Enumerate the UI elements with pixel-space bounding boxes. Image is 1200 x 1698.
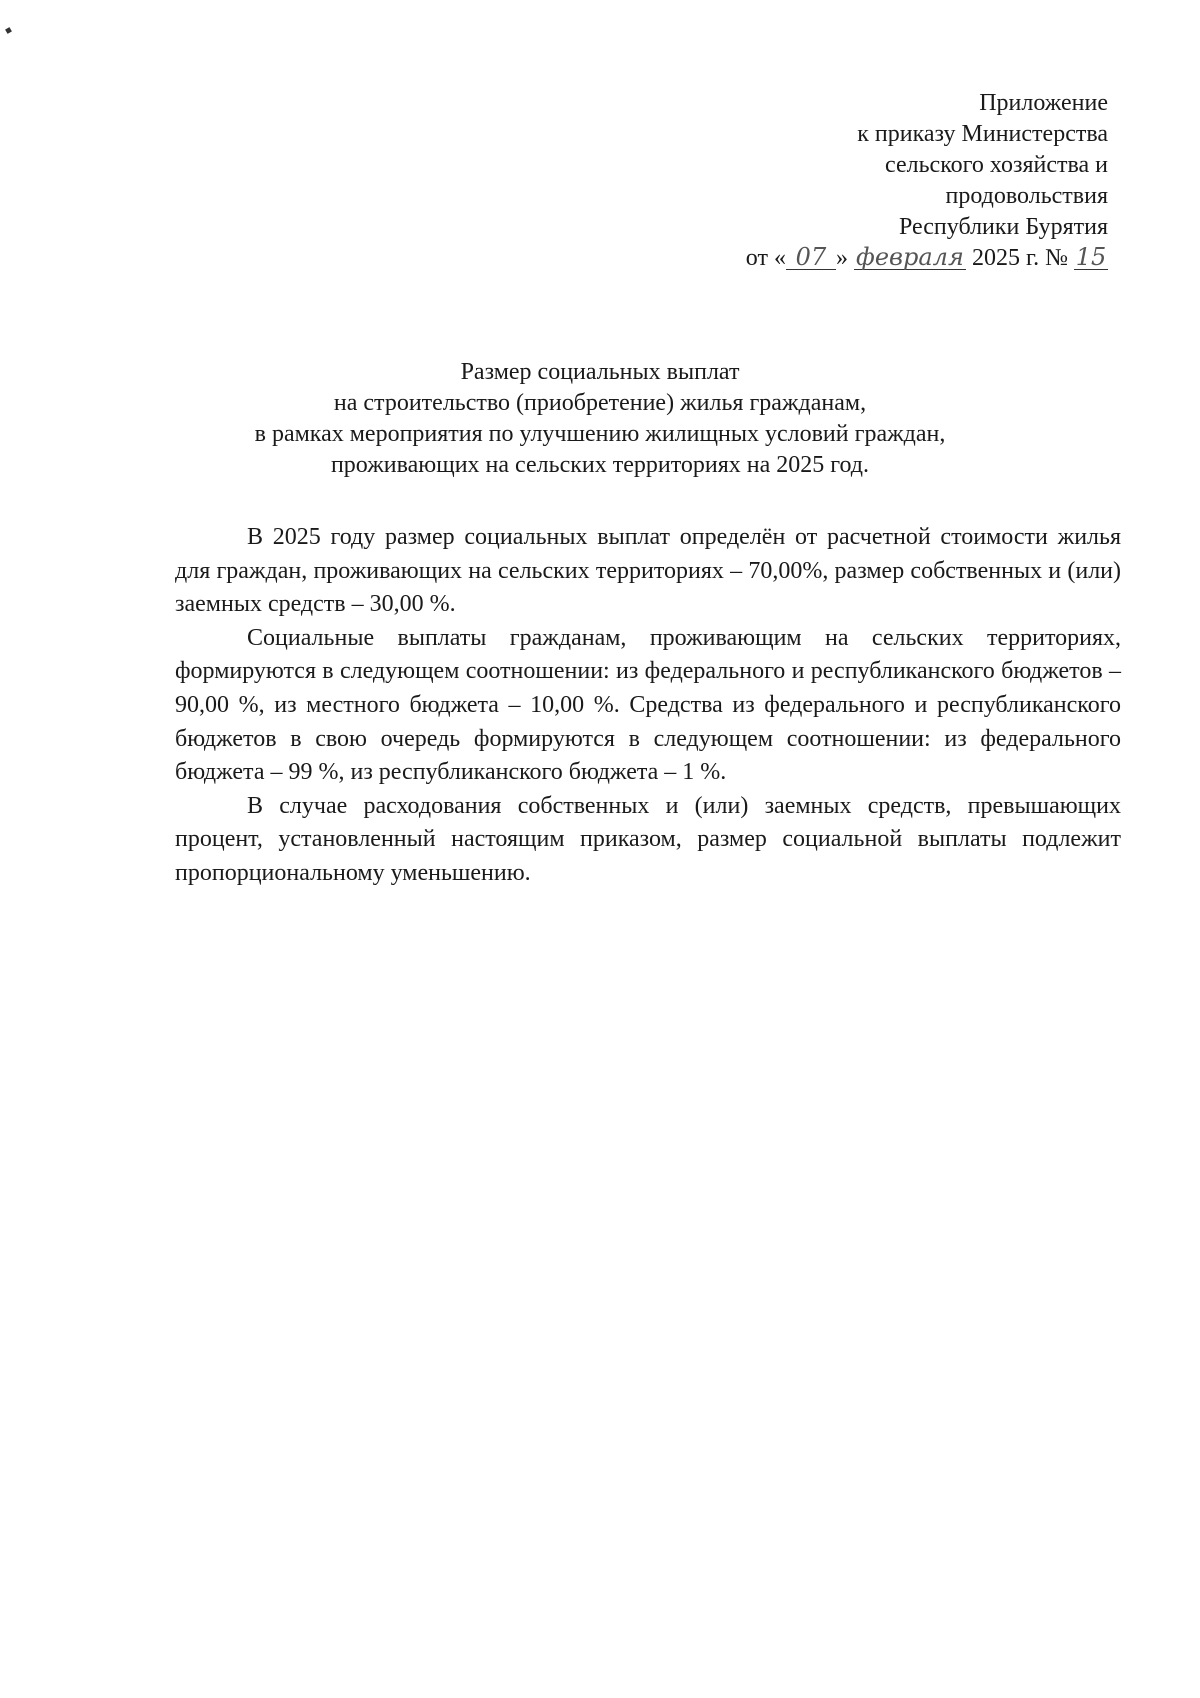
approval-line-3: сельского хозяйства и xyxy=(885,152,1108,178)
title-line-1: Размер социальных выплат xyxy=(460,359,740,385)
scan-speck xyxy=(5,27,12,34)
handwritten-month: февраля xyxy=(854,245,966,270)
handwritten-day: 07 xyxy=(786,245,836,270)
approval-line-1: Приложение xyxy=(979,90,1108,116)
title-line-2: на строительство (приобретение) жилья гражданам, xyxy=(333,390,867,416)
title-line-4: проживающих на сельских территориях на 2025 год. xyxy=(330,452,870,478)
date-prefix: от « xyxy=(745,245,786,271)
handwritten-order-number: 15 xyxy=(1075,243,1107,271)
document-title xyxy=(160,357,1040,481)
paragraph-1: В 2025 году размер социальных выплат определён от расчетной стоимости жилья для граждан, проживающих на сельских территориях – 70,00%, размер собственных и (или) заемных средств – 30,00 %. xyxy=(175,524,1121,618)
document-body xyxy=(175,521,1121,891)
approval-line-5: Республики Бурятия xyxy=(899,214,1108,240)
approval-line-4: продовольствия xyxy=(945,183,1108,209)
paragraph-3: В случае расходования собственных и (или) заемных средств, превышающих процент, установленный настоящим приказом, размер социальной выплаты подлежит пропорциональному уменьшению. xyxy=(175,792,1121,886)
title-line-3: в рамках мероприятия по улучшению жилищных условий граждан, xyxy=(254,421,946,447)
approval-date-line xyxy=(746,243,1108,274)
date-year: 2025 г. № xyxy=(971,245,1068,271)
paragraph-2: Социальные выплаты гражданам, проживающим на сельских территориях, формируются в следующем соотношении: из федерального и республиканского бюджетов – 90,00 %, из местного бюджета – 10,00 %. Средства из федерального и республиканского бюджетов в свою очередь формируются в следующем соотношении: из федерального бюджета – 99 %, из республиканского бюджета – 1 %. xyxy=(175,624,1121,786)
date-close-quote: » xyxy=(835,245,848,271)
approval-line-2: к приказу Министерства xyxy=(857,121,1108,147)
approval-block xyxy=(746,88,1108,274)
